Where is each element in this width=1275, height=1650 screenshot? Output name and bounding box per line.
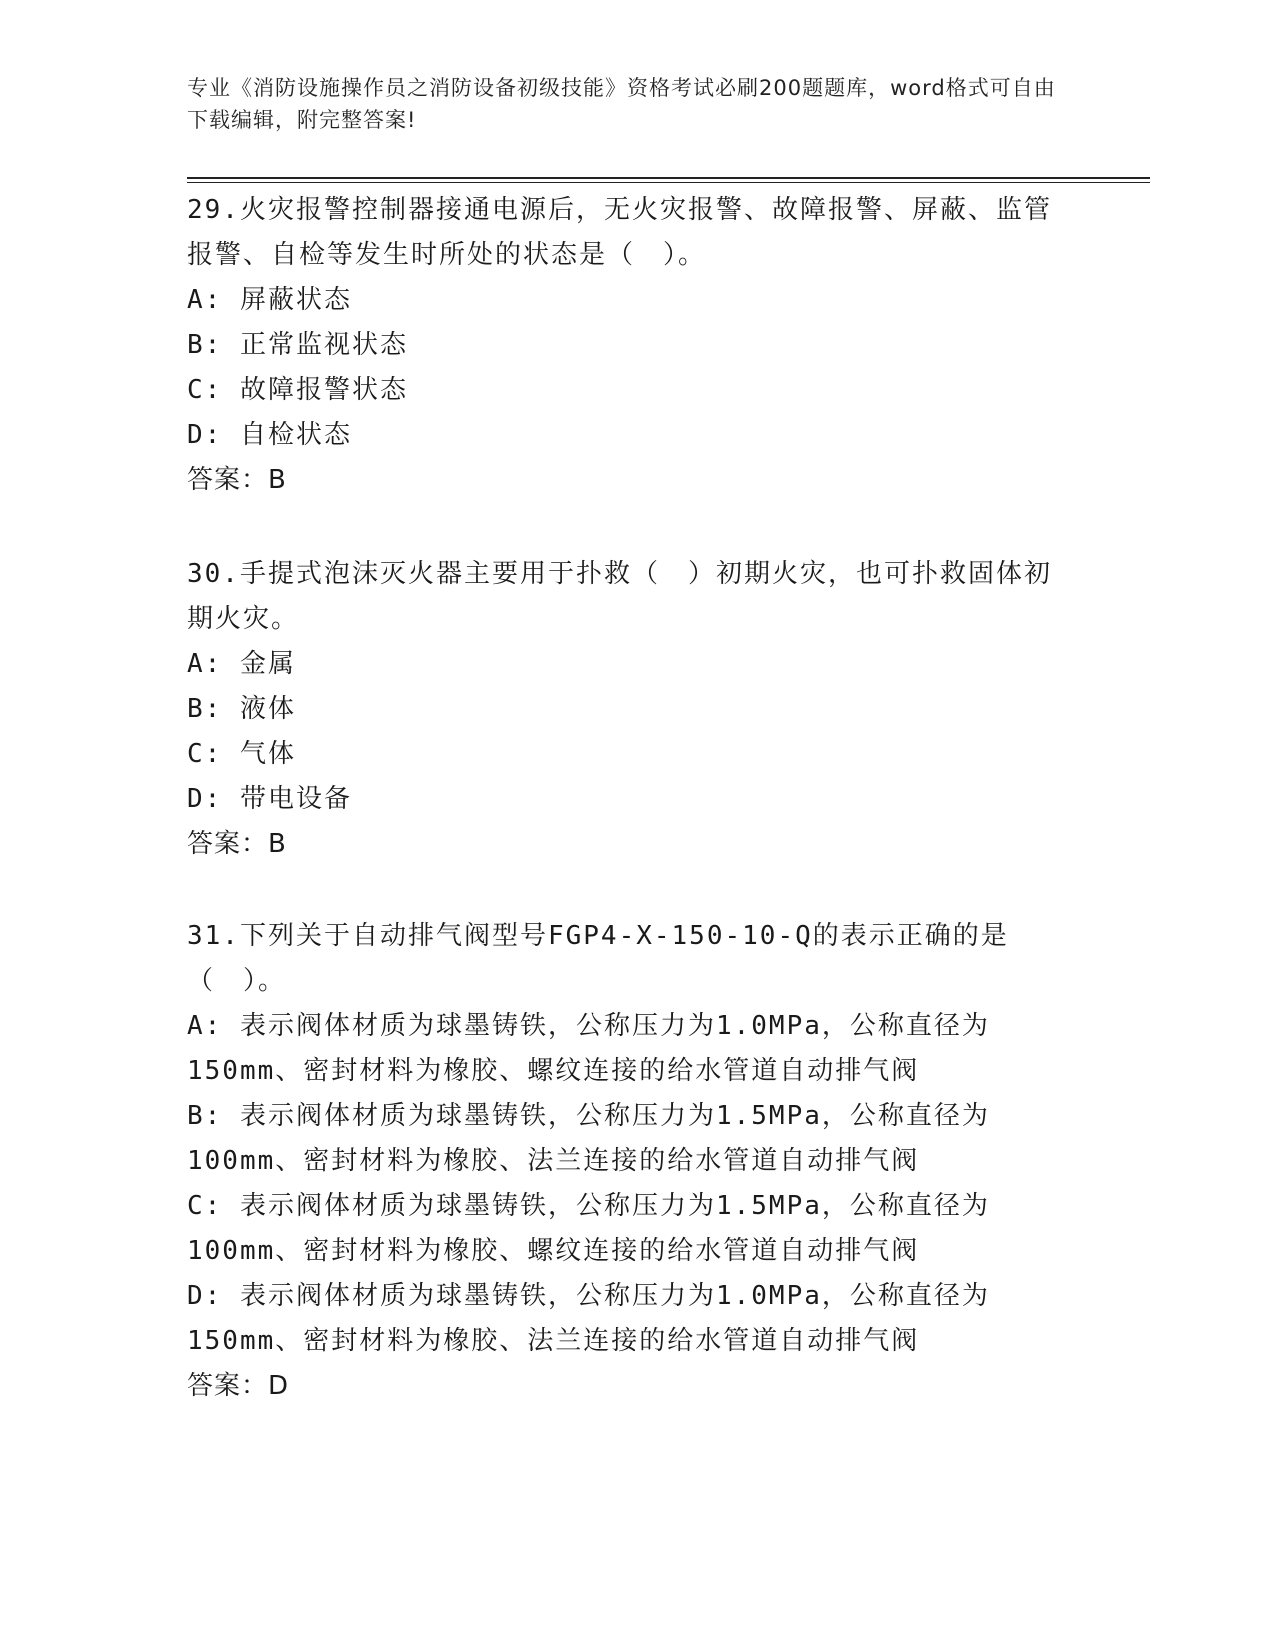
option-key: D: [187,784,223,814]
option-d [187,413,1077,458]
option-c [187,368,1077,413]
option-key: D: [187,420,223,450]
option-key: D: [187,1281,223,1311]
option-a [187,642,1077,687]
option-key: A: [187,1011,223,1041]
option-text: 液体 [239,694,296,724]
option-b [187,687,1077,732]
option-text: 屏蔽状态 [239,285,352,315]
option-key: A: [187,649,223,679]
question-stem: 29.火灾报警控制器接通电源后，无火灾报警、故障报警、屏蔽、监管报警、自检等发生时所处的状态是（ ）。 [187,195,1052,270]
answer-line: 答案：D [187,1371,290,1401]
option-key: B: [187,1101,223,1131]
header-divider-thin [187,182,1150,183]
option-text: 表示阀体材质为球墨铸铁，公称压力为1.0MPa，公称直径为150mm、密封材料为橡胶、法兰连接的给水管道自动排气阀 [187,1281,990,1356]
option-key: C: [187,375,223,405]
option-d [187,1274,1077,1364]
header-divider-thick [187,177,1150,179]
option-c [187,1184,1077,1274]
question-30 [187,552,1077,867]
option-a [187,278,1077,323]
option-c [187,732,1077,777]
document-header: 专业《消防设施操作员之消防设备初级技能》资格考试必刷200题题库，word格式可自由下载编辑，附完整答案! [187,76,1056,132]
option-text: 正常监视状态 [239,330,408,360]
option-b [187,323,1077,368]
answer-line: 答案：B [187,829,287,859]
question-stem: 31.下列关于自动排气阀型号FGP4-X-150-10-Q的表示正确的是（ ）。 [187,921,1009,996]
option-key: C: [187,739,223,769]
question-29 [187,188,1077,503]
option-key: B: [187,694,223,724]
option-b [187,1094,1077,1184]
option-text: 带电设备 [239,784,352,814]
option-text: 气体 [239,739,296,769]
option-text: 表示阀体材质为球墨铸铁，公称压力为1.0MPa，公称直径为150mm、密封材料为橡胶、螺纹连接的给水管道自动排气阀 [187,1011,990,1086]
option-text: 自检状态 [239,420,352,450]
answer-line: 答案：B [187,465,287,495]
option-a [187,1004,1077,1094]
option-text: 故障报警状态 [239,375,408,405]
question-stem: 30.手提式泡沫灭火器主要用于扑救（ ）初期火灾，也可扑救固体初期火灾。 [187,559,1052,634]
option-text: 表示阀体材质为球墨铸铁，公称压力为1.5MPa，公称直径为100mm、密封材料为橡胶、法兰连接的给水管道自动排气阀 [187,1101,990,1176]
option-key: A: [187,285,223,315]
question-31 [187,914,1077,1409]
option-text: 表示阀体材质为球墨铸铁，公称压力为1.5MPa，公称直径为100mm、密封材料为橡胶、螺纹连接的给水管道自动排气阀 [187,1191,990,1266]
option-key: C: [187,1191,223,1221]
option-key: B: [187,330,223,360]
option-d [187,777,1077,822]
option-text: 金属 [239,649,296,679]
